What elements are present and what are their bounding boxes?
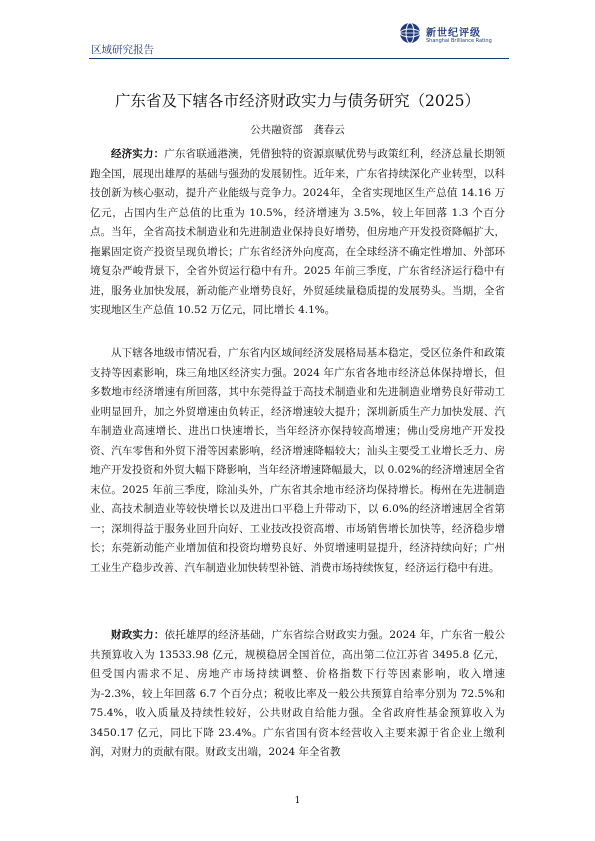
paragraph-economic-strength <box>90 145 505 321</box>
paragraph-fiscal-strength <box>90 626 505 763</box>
brand-logo-icon <box>399 22 421 44</box>
paragraph-prefecture-economy <box>90 344 505 578</box>
paragraph-body: 从下辖各地级市情况看，广东省内区域间经济发展格局基本稳定，受区位条件和政策支持等因素影响，珠三角地区经济实力强。2024 年广东省各地市经济总体保持增长，但多数地市经济增速有所回落，其中东莞得益于高技术制造业和先进制造业增势良好带动工业明显回升，加之外贸增速由负转正，经济增速较大提升；深圳新质生产力加快发展、汽车制造业高速增长、进出口快速增长，当年经济亦保持较高增速；佛山受房地产开发投资、汽车零售和外贸下滑等因素影响，经济增速降幅较大；汕头主要受工业增长乏力、房地产开发投资和外贸大幅下降影响，当年经济增速降幅最大，以 0.02%的经济增速居全省末位。2025 年前三季度，除汕头外，广东省其余地市经济均保持增长。梅州在先进制造业、高技术制造业等较快增长以及进出口平稳上升带动下，以 6.0%的经济增速居全省第一；深圳得益于服务业回升向好、工业技改投资高增、市场销售增长加快等，经济稳步增长；东莞新动能产业增加值和投资均增势良好、外贸增速明显提升，经济持续向好；广州工业生产稳步改善、汽车制造业加快转型补链、消费市场持续恢复，经济运行稳中有进。 <box>90 347 505 574</box>
brand-name-cn: 新世纪评级 <box>426 28 481 39</box>
author-line: 公共融资部 龚春云 <box>250 124 345 136</box>
page-title: 广东省及下辖各市经济财政实力与债务研究（2025） <box>115 92 480 110</box>
paragraph-label: 财政实力： <box>111 629 165 641</box>
paragraph-body: 依托雄厚的经济基础，广东省综合财政实力强。2024 年，广东省一般公共预算收入为 13533.98 亿元，规模稳居全国首位，高出第二位江苏省 3495.8 亿元，但受国内需求不足、房地产市场持续调整、价格指数下行等因素影响，收入增速为-2.3%，较上年回落 6.7 个百分点；税收比率及一般公共预算自给率分别为 72.5%和 75.4%，收入质量及持续性较好，公共财政自给能力强。全省政府性基金预算收入为 3450.17 亿元，同比下降 23.4%。广东省国有资本经营收入主要来源于省企业上缴利润，对财力的贡献有限。财政支出端，2024 年全省教 <box>90 629 506 758</box>
brand-name-en: Shanghai Brilliance Rating <box>426 38 492 44</box>
header-divider <box>89 58 509 59</box>
paragraph-label: 经济实力： <box>111 148 165 160</box>
paragraph-body: 广东省联通港澳，凭借独特的资源禀赋优势与政策红利，经济总量长期领跑全国，展现出雄厚的基础与强劲的发展韧性。近年来，广东省持续深化产业转型，以科技创新为核心驱动，提升产业能级与竞争力。2024年，全省实现地区生产总值 14.16 万亿元，占国内生产总值的比重为 10.5%，经济增速为 3.5%，较上年回落 1.3 个百分点。当年，全省高技术制造业和先进制造业保持良好增势，但房地产开发投资降幅扩大，拖累固定资产投资呈现负增长；广东省经济外向度高，在全球经济不确定性增加、外部环境复杂严峻背景下，全省外贸运行稳中有升。2025 年前三季度，广东省经济运行稳中有进，服务业加快发展，新动能产业增势良好，外贸延续量稳质提的发展势头。当期，全省实现地区生产总值 10.52 万亿元，同比增长 4.1%。 <box>90 148 506 316</box>
page-number: 1 <box>294 796 301 806</box>
brand-logo <box>399 22 514 52</box>
report-type-label: 区域研究报告 <box>91 44 154 56</box>
